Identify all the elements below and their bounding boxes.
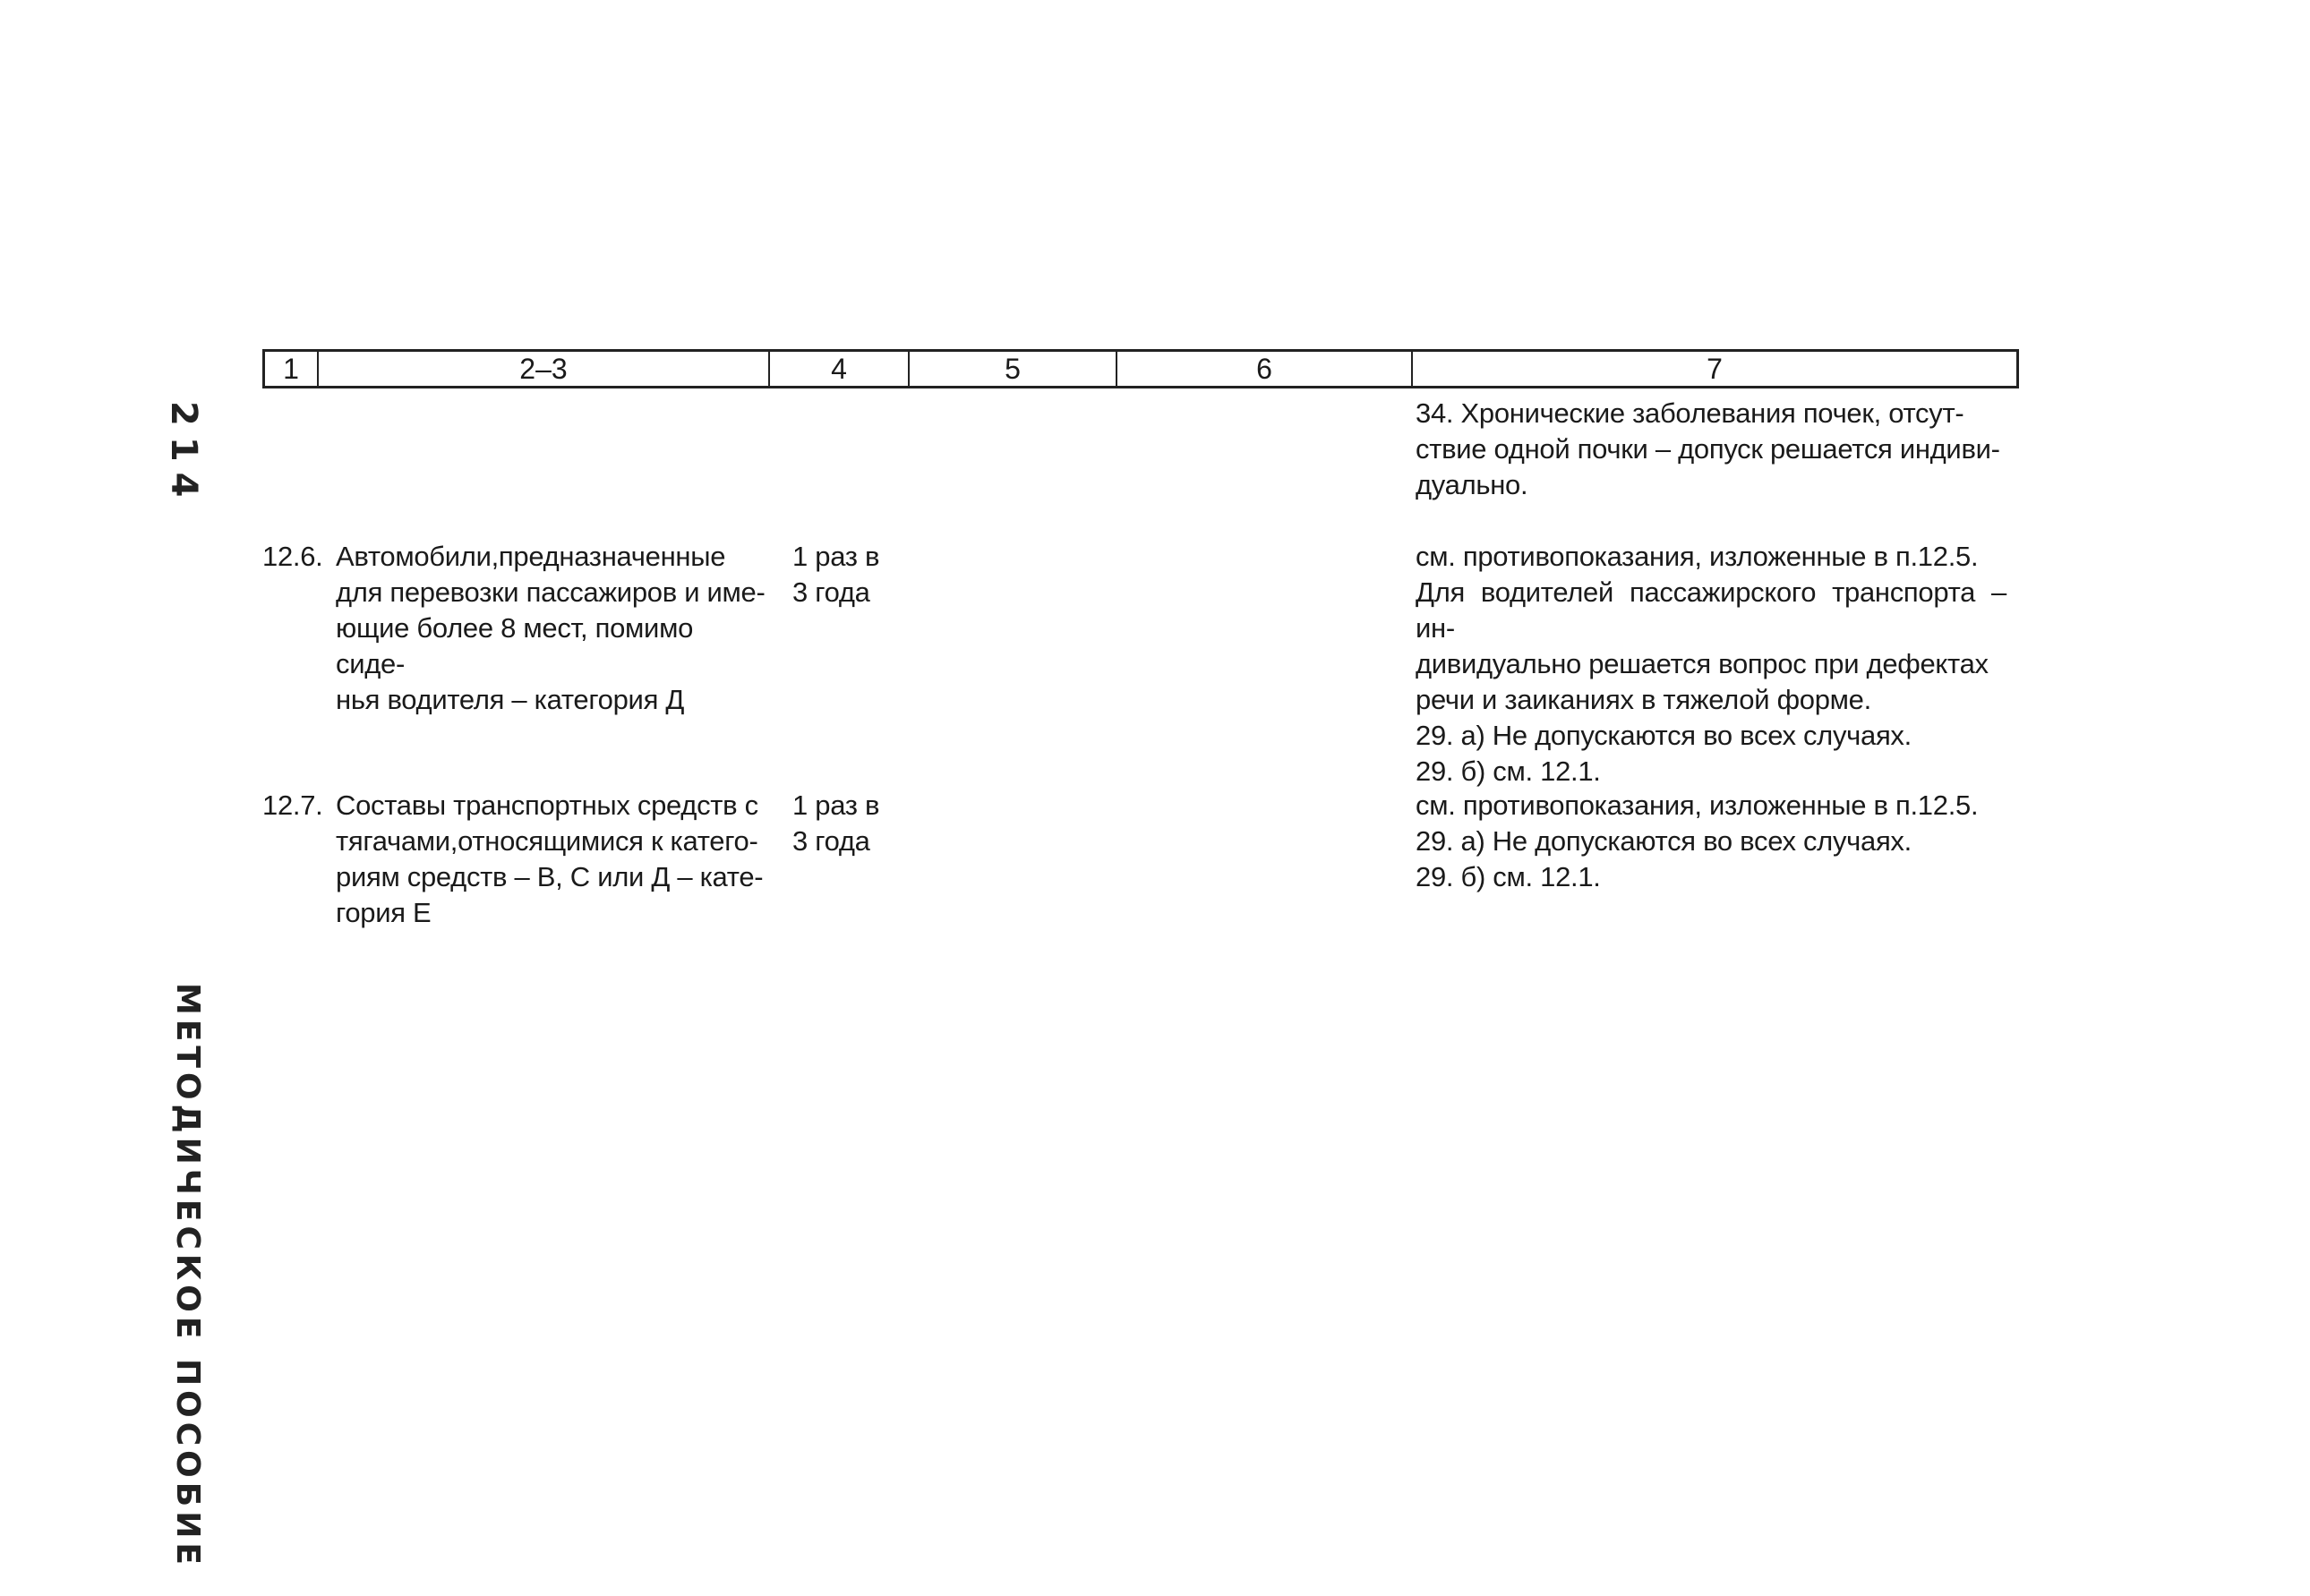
vehicle-category-text: Составы транспортных средств с тягачами,относящимися к катего- риям средств – В, С или Д – кате- гория Е bbox=[336, 789, 764, 928]
contraindications-text: см. противопоказания, изложенные в п.12.5. 29. а) Не допускаются во всех случаях. 29. б) см. 12.1. bbox=[1416, 789, 1979, 892]
contraindications-text: см. противопоказания, изложенные в п.12.5. Для водителей пассажирского транспорта – ин- дивидуально решается вопрос при дефектах речи и заиканиях в тяжелой форме. 29. а) Не допускаются во всех случаях. 29. б) см. 12.1. bbox=[1416, 541, 2006, 787]
exam-frequency: 1 раз в 3 года bbox=[792, 789, 880, 857]
row-number: 12.7. bbox=[262, 789, 323, 821]
header-col-7: 7 bbox=[1707, 353, 1723, 385]
continuation-col7: 34. Хронические заболевания почек, отсут- ствие одной почки – допуск решается индиви- дуально. bbox=[1416, 397, 2000, 500]
header-col-2-3: 2–3 bbox=[319, 352, 770, 386]
book-title: МЕТОДИЧЕСКОЕ ПОСОБИЕ bbox=[169, 983, 206, 1569]
vehicle-category-text: Автомобили,предназначенные для перевозки пассажиров и име- ющие более 8 мест, помимо сиде- нья водителя – категория Д bbox=[336, 541, 766, 715]
header-col-1: 1 bbox=[265, 352, 319, 386]
header-col-5: 5 bbox=[910, 352, 1117, 386]
row-number: 12.6. bbox=[262, 541, 323, 572]
header-col-6: 6 bbox=[1117, 352, 1413, 386]
exam-frequency: 1 раз в 3 года bbox=[792, 541, 880, 608]
table-header bbox=[262, 349, 2019, 388]
header-col-4: 4 bbox=[770, 352, 910, 386]
page-number: 214 bbox=[163, 401, 204, 508]
